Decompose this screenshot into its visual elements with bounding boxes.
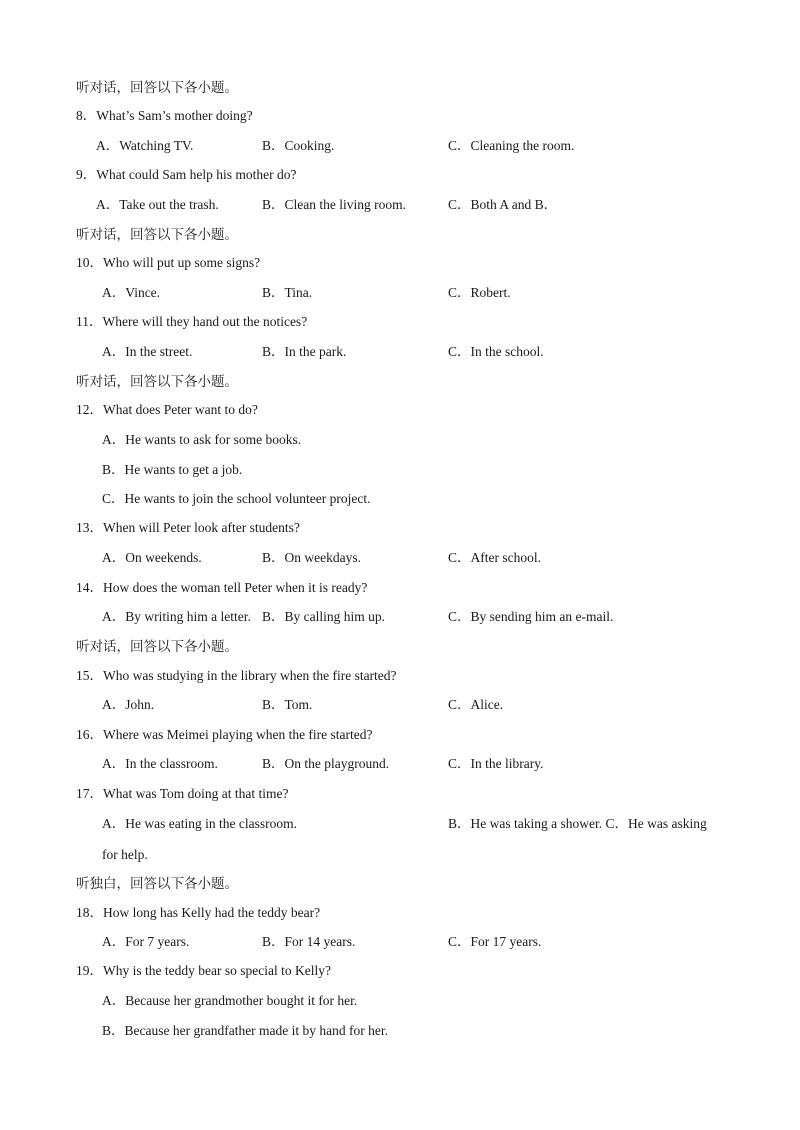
option-a: A．In the classroom. <box>102 756 218 771</box>
option-a: A．Watching TV. <box>96 138 194 153</box>
question-10: 10．Who will put up some signs? <box>76 255 261 270</box>
option-b: B．Tom. <box>262 697 313 712</box>
option-c: C．He wants to join the school volunteer project. <box>102 491 371 506</box>
option-c: C．Both A and B． <box>448 197 558 212</box>
question-9: 9．What could Sam help his mother do? <box>76 167 297 182</box>
option-c: C．In the school. <box>448 344 544 359</box>
option-continuation: for help. <box>102 847 148 862</box>
option-c: C．Cleaning the room. <box>448 138 575 153</box>
option-b: B．Cooking. <box>262 138 335 153</box>
option-c: C．For 17 years. <box>448 934 542 949</box>
option-a: A．He wants to ask for some books. <box>102 432 302 447</box>
option-a: A．In the street. <box>102 344 193 359</box>
question-15: 15．Who was studying in the library when the fire started? <box>76 668 397 683</box>
option-c: C．By sending him an e-mail. <box>448 609 614 624</box>
option-a: A．He was eating in the classroom. <box>102 816 297 831</box>
option-b: B．Because her grandfather made it by hand for her. <box>102 1023 389 1038</box>
option-a: A．Because her grandmother bought it for her. <box>102 993 358 1008</box>
option-b: B．In the park. <box>262 344 347 359</box>
question-16: 16．Where was Meimei playing when the fire started? <box>76 727 373 742</box>
section-header: 听独白，回答以下各小题。 <box>76 876 238 891</box>
option-b: B．For 14 years. <box>262 934 356 949</box>
option-b: B．On weekdays. <box>262 550 361 565</box>
option-a: A．Take out the trash. <box>96 197 219 212</box>
option-c: C．Robert. <box>448 285 511 300</box>
section-header: 听对话，回答以下各小题。 <box>76 639 238 654</box>
option-b-c: B．He was taking a shower. C．He was asking <box>448 816 707 831</box>
option-a: A．John. <box>102 697 155 712</box>
section-header: 听对话，回答以下各小题。 <box>76 227 238 242</box>
question-8: 8．What’s Sam’s mother doing? <box>76 108 253 123</box>
option-c: C．After school. <box>448 550 541 565</box>
option-b: B．He wants to get a job. <box>102 462 243 477</box>
option-b: B．On the playground. <box>262 756 390 771</box>
option-b: B．By calling him up. <box>262 609 385 624</box>
option-a: A．For 7 years. <box>102 934 190 949</box>
question-19: 19．Why is the teddy bear so special to Kelly? <box>76 963 331 978</box>
option-b: B．Clean the living room. <box>262 197 406 212</box>
option-c: C．Alice. <box>448 697 504 712</box>
question-12: 12．What does Peter want to do? <box>76 402 258 417</box>
option-b: B．Tina. <box>262 285 313 300</box>
section-header: 听对话，回答以下各小题。 <box>76 374 238 389</box>
question-18: 18．How long has Kelly had the teddy bear? <box>76 905 321 920</box>
question-11: 11．Where will they hand out the notices? <box>76 314 308 329</box>
option-a: A．Vince. <box>102 285 161 300</box>
question-13: 13．When will Peter look after students? <box>76 520 300 535</box>
option-a: A．On weekends. <box>102 550 202 565</box>
question-14: 14．How does the woman tell Peter when it is ready? <box>76 580 368 595</box>
question-17: 17．What was Tom doing at that time? <box>76 786 289 801</box>
option-a: A．By writing him a letter. <box>102 609 251 624</box>
section-header: 听对话，回答以下各小题。 <box>76 80 238 95</box>
option-c: C．In the library. <box>448 756 544 771</box>
